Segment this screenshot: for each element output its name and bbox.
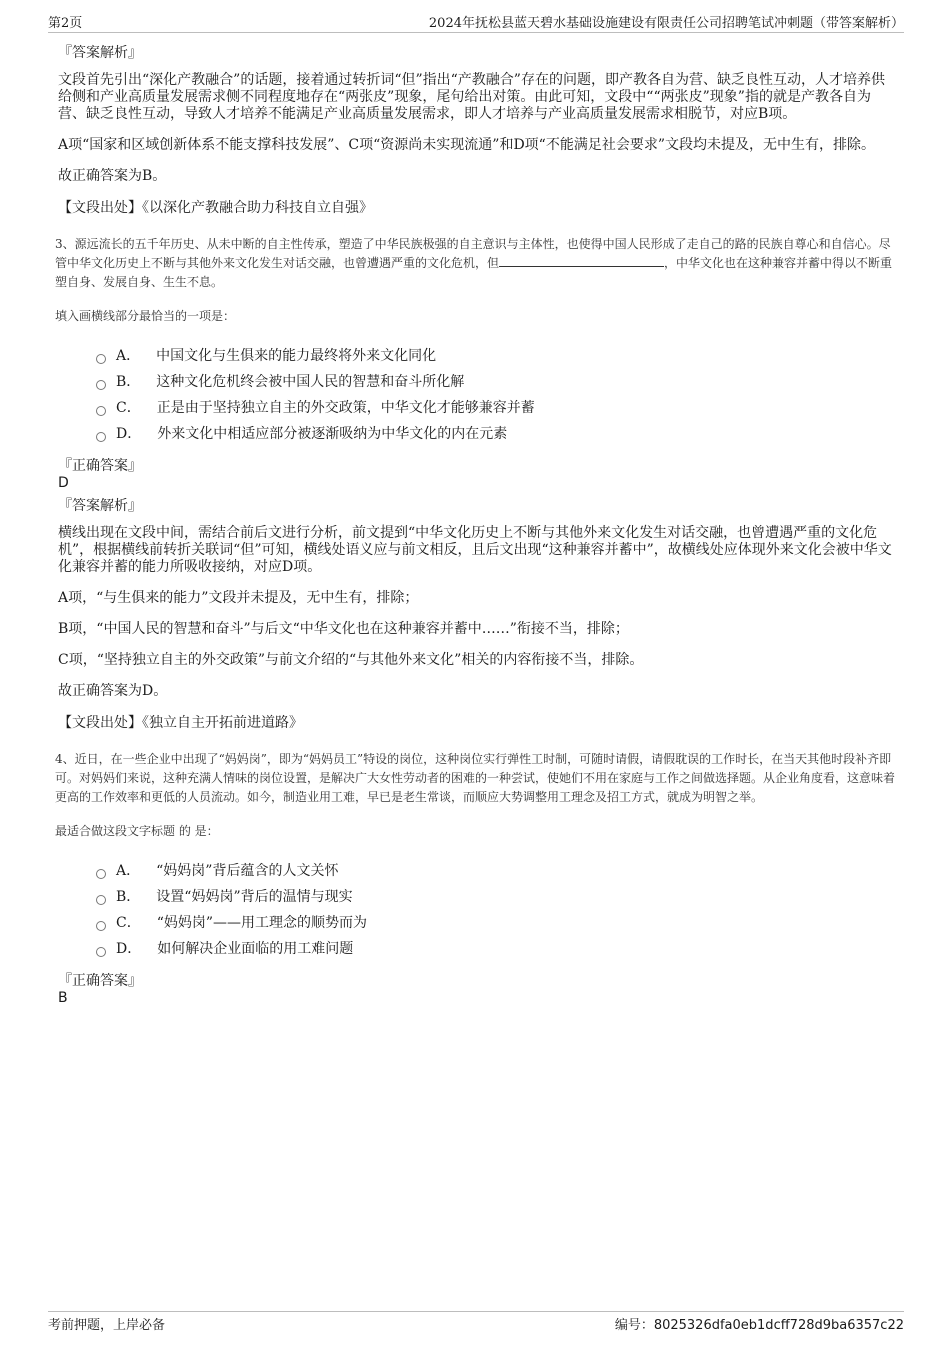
source-citation: 【文段出处】《独立自主开拓前进道路》 xyxy=(58,715,303,731)
question-3-options xyxy=(96,343,898,447)
page-content xyxy=(55,44,898,1012)
analysis-label: 『答案解析』 xyxy=(58,45,142,61)
page-footer xyxy=(48,1311,904,1334)
option-c[interactable]: C． 正是由于坚持独立自主的外交政策，中华文化才能够兼容并蓄 xyxy=(96,395,898,421)
option-b[interactable]: B． 设置“妈妈岗”背后的温情与现实 xyxy=(96,884,898,910)
radio-icon[interactable] xyxy=(96,354,106,364)
question-3-text: 3、源远流长的五千年历史、从未中断的自主性传承，塑造了中华民族极强的自主意识与主体性，也使得中国人民形成了走自己的路的民族自尊心和自信心。尽管中华文化历史上不断与其他外来文化发生对话交融，也曾遭遇严重的文化危机，但 ，中华文化也在这种兼容并蓄中得以不断重塑自身、发展自身、生生不息。 xyxy=(55,237,893,289)
analysis-paragraph: 文段首先引出“深化产教融合”的话题，接着通过转折词“但”指出“产教融合”存在的问题，即产教各自为营、缺乏良性互动，人才培养供给侧和产业高质量发展需求侧不同程度地存在“两张皮”现象，尾句给出对策。由此可知，文段中““两张皮”现象”指的就是产教各自为营、缺乏良性互动，导致人才培养不能满足产业高质量发展需求，即人才培养与产业高质量发展需求相脱节，对应B项。 xyxy=(58,72,885,122)
radio-icon[interactable] xyxy=(96,869,106,879)
analysis-paragraph: 横线出现在文段中间，需结合前后文进行分析，前文提到“中华文化历史上不断与其他外来文化发生对话交融，也曾遭遇严重的文化危机”，根据横线前转折关联词“但”可知，横线处语义应与前文相反，且后文出现“这种兼容并蓄中”，故横线处应体现外来文化会被中华文化兼容并蓄的能力所吸收接纳，对应D项。 xyxy=(58,525,892,575)
radio-icon[interactable] xyxy=(96,406,106,416)
option-a[interactable]: A． 中国文化与生俱来的能力最终将外来文化同化 xyxy=(96,343,898,369)
document-title: 2024年抚松县蓝天碧水基础设施建设有限责任公司招聘笔试冲刺题（带答案解析） xyxy=(428,16,904,31)
analysis-paragraph: B项，“中国人民的智慧和奋斗”与后文“中华文化也在这种兼容并蓄中……”衔接不当，排除； xyxy=(58,621,629,637)
page-number: 第2页 xyxy=(48,16,83,31)
radio-icon[interactable] xyxy=(96,947,106,957)
analysis-paragraph: 故正确答案为D。 xyxy=(58,683,168,699)
analysis-paragraph: A项“国家和区域创新体系不能支撑科技发展”、C项“资源尚未实现流通”和D项“不能满足社会要求”文段均未提及，无中生有，排除。 xyxy=(58,137,875,153)
footer-slogan: 考前押题，上岸必备 xyxy=(48,1318,166,1333)
analysis-label: 『答案解析』 xyxy=(58,498,142,514)
fill-blank xyxy=(499,254,664,267)
question-3-prompt: 填入画横线部分最恰当的一项是： xyxy=(55,309,236,323)
radio-icon[interactable] xyxy=(96,895,106,905)
option-d[interactable]: D． 如何解决企业面临的用工难问题 xyxy=(96,936,898,962)
analysis-paragraph: A项，“与生俱来的能力”文段并未提及，无中生有，排除； xyxy=(58,590,419,606)
option-d[interactable]: D． 外来文化中相适应部分被逐渐吸纳为中华文化的内在元素 xyxy=(96,421,898,447)
option-b[interactable]: B． 这种文化危机终会被中国人民的智慧和奋斗所化解 xyxy=(96,369,898,395)
question-4-text: 4、近日，在一些企业中出现了“妈妈岗”，即为“妈妈员工”特设的岗位，这种岗位实行弹性工时制，可随时请假，请假耽误的工作时长，在当天其他时段补齐即可。对妈妈们来说，这种充满人情味的岗位设置，是解决广大女性劳动者的困难的一种尝试，使她们不用在家庭与工作之间做选择题。从企业角度看，这意味着更高的工作效率和更低的人员流动。如今，制造业用工难，早已是老生常谈，而顺应大势调整用工理念及招工方式，就成为明智之举。 xyxy=(55,752,896,804)
source-citation: 【文段出处】《以深化产教融合助力科技自立自强》 xyxy=(58,200,373,216)
analysis-paragraph: C项，“坚持独立自主的外交政策”与前文介绍的“与其他外来文化”相关的内容衔接不当，排除。 xyxy=(58,652,644,668)
correct-answer-label: 『正确答案』 xyxy=(58,973,142,989)
option-c[interactable]: C． “妈妈岗”——用工理念的顺势而为 xyxy=(96,910,898,936)
radio-icon[interactable] xyxy=(96,921,106,931)
analysis-paragraph: 故正确答案为B。 xyxy=(58,168,167,184)
question-4-prompt: 最适合做这段文字标题 的 是： xyxy=(55,824,219,838)
option-a[interactable]: A． “妈妈岗”背后蕴含的人文关怀 xyxy=(96,858,898,884)
correct-answer-label: 『正确答案』 xyxy=(58,458,142,474)
correct-answer: D xyxy=(58,475,69,491)
radio-icon[interactable] xyxy=(96,432,106,442)
serial-number: 编号：8025326dfa0eb1dcff728d9ba6357c22 xyxy=(614,1318,904,1333)
page-header xyxy=(48,12,904,33)
radio-icon[interactable] xyxy=(96,380,106,390)
correct-answer: B xyxy=(58,990,68,1006)
question-4-options xyxy=(96,858,898,962)
